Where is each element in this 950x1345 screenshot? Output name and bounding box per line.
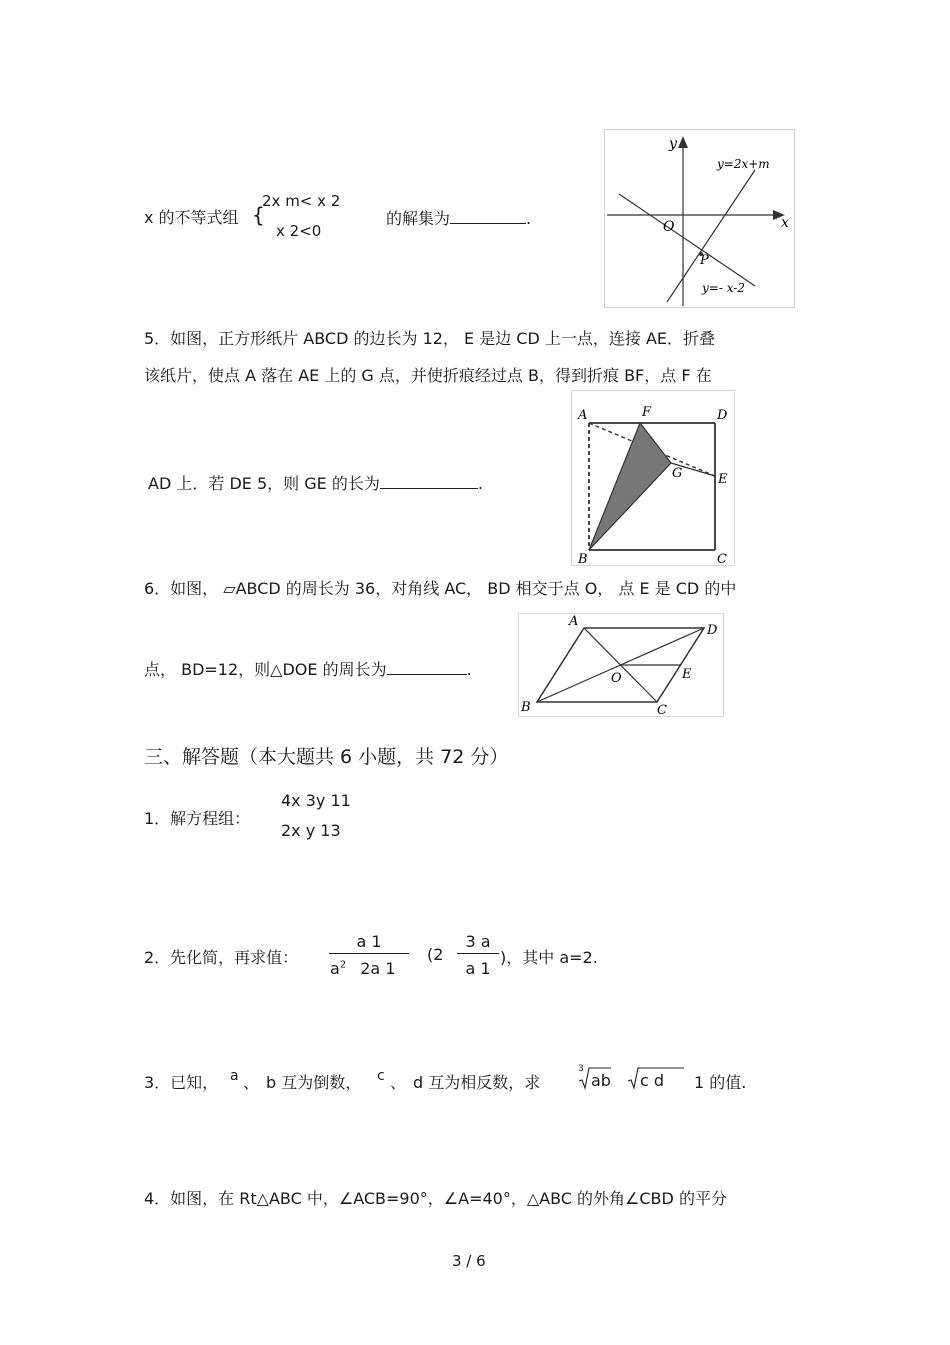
p3-b-text: b 互为倒数， xyxy=(266,1073,362,1092)
p1-label: 1．解方程组： xyxy=(144,809,251,828)
p3-tail: 1 的值. xyxy=(694,1073,747,1092)
figure-parallelogram xyxy=(518,613,724,717)
label-o: O xyxy=(611,671,622,686)
q4-suffix: 的解集为 . xyxy=(386,205,531,229)
p4-text: 4．如图，在 Rt△ABC 中，∠ACB=90°，∠A=40°，△ABC 的外角∠CBD 的平分 xyxy=(144,1189,727,1208)
p2-fraction-1-denominator: $a^2$ 2a 1 xyxy=(330,959,396,978)
label-e: E xyxy=(682,667,692,682)
label-x-axis: x xyxy=(781,215,789,231)
section-3-title: 三、解答题（本大题共 6 小题，共 72 分） xyxy=(144,746,509,768)
p3-separator-1: 、 xyxy=(243,1073,260,1092)
label-origin: O xyxy=(663,219,675,235)
label-a: A xyxy=(578,408,588,423)
label-c: C xyxy=(657,703,667,716)
q5-line-1: 5．如图，正方形纸片 ABCD 的边长为 12， E 是边 CD 上一点，连接 AE．折叠 xyxy=(144,329,716,348)
q6-line-2: 点， BD=12，则△DOE 的周长为 . xyxy=(144,656,472,680)
p1-equation-2: 2x y 13 xyxy=(281,821,341,840)
p2-fraction-1-bar xyxy=(329,953,409,954)
p3-var-c: c xyxy=(377,1068,385,1084)
label-line-2: y=- x-2 xyxy=(702,281,745,295)
page-number: 3 / 6 xyxy=(452,1252,486,1270)
label-c: C xyxy=(717,552,727,565)
p1-equation-1: 4x 3y 11 xyxy=(281,791,351,810)
p2-paren-open: (2 xyxy=(427,945,444,964)
figure-folded-square xyxy=(571,390,735,566)
p2-fraction-1-numerator: a 1 xyxy=(356,932,382,951)
figure-coordinate-lines-svg xyxy=(605,130,794,307)
label-point-p: P xyxy=(700,253,709,268)
p3-cbrt-body: ab xyxy=(591,1071,611,1090)
p3-separator-2: 、 xyxy=(390,1073,407,1092)
p3-d-text: d 互为相反数，求 xyxy=(413,1073,541,1092)
p3-label: 3．已知， xyxy=(144,1073,219,1092)
label-line-1: y=2x+m xyxy=(717,157,770,171)
p2-label: 2．先化简，再求值： xyxy=(144,948,299,967)
p2-tail: )，其中 a=2. xyxy=(500,948,598,967)
label-y-axis: y xyxy=(669,136,677,152)
p2-fraction-2-numerator: 3 a xyxy=(465,932,491,951)
label-d: D xyxy=(717,408,728,423)
label-a: A xyxy=(569,614,579,629)
p3-sqrt-body: c d xyxy=(640,1071,665,1090)
label-g: G xyxy=(672,466,683,481)
q4-brace: { xyxy=(252,203,265,227)
answer-blank xyxy=(450,205,526,224)
q5-line-3: AD 上．若 DE 5，则 GE 的长为 . xyxy=(148,470,483,494)
q4-inequality-row2: x 2<0 xyxy=(276,222,322,240)
q4-inequality-row1: 2x m< x 2 xyxy=(262,192,341,210)
p2-fraction-2-bar xyxy=(457,953,499,954)
label-b: B xyxy=(578,552,588,565)
q5-line-2: 该纸片，使点 A 落在 AE 上的 G 点，并使折痕经过点 B，得到折痕 BF，点 F 在 xyxy=(144,366,712,385)
q4-prefix: x 的不等式组 xyxy=(144,208,239,227)
p3-cbrt-index: 3 xyxy=(578,1064,584,1074)
answer-blank xyxy=(387,656,467,675)
answer-blank xyxy=(380,470,478,489)
figure-folded-square-svg xyxy=(572,391,734,565)
figure-parallelogram-svg xyxy=(519,614,723,716)
label-d: D xyxy=(707,623,718,638)
q6-line-1: 6．如图， ▱ABCD 的周长为 36，对角线 AC， BD 相交于点 O， 点 E 是 CD 的中 xyxy=(144,579,737,598)
p3-var-a: a xyxy=(230,1068,239,1084)
label-f: F xyxy=(642,405,652,420)
label-b: B xyxy=(521,700,531,715)
p2-fraction-2-denominator: a 1 xyxy=(465,959,491,978)
figure-coordinate-lines xyxy=(604,129,795,308)
label-e: E xyxy=(718,472,728,487)
